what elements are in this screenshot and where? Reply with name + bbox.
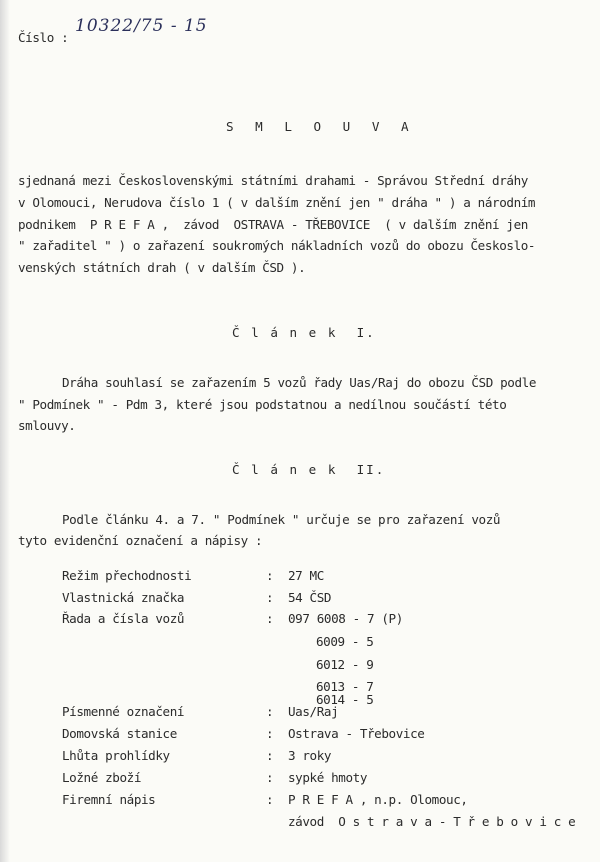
intro-line: v Olomouci, Nerudova číslo 1 ( v dalším znění jen " dráha " ) a národním xyxy=(18,195,536,210)
wagon-number: 6013 - 7 xyxy=(316,679,374,694)
spec-value: sypké hmoty xyxy=(288,770,368,785)
article-1-line: Dráha souhlasí se zařazením 5 vozů řady Uas/Raj do obozu ČSD podle xyxy=(62,375,537,390)
article-2-line: Podle článku 4. a 7. " Podmínek " určuje se pro zařazení vozů xyxy=(62,512,501,527)
intro-line: podnikem P R E F A , závod OSTRAVA - TŘEBOVICE ( v dalším znění jen xyxy=(18,217,528,232)
spec-colon: : xyxy=(266,704,274,719)
spec-label: Domovská stanice xyxy=(62,726,177,741)
spec-colon: : xyxy=(266,611,274,626)
spec-value: Ostrava - Třebovice xyxy=(288,726,425,741)
spec-value: Uas/Raj xyxy=(288,704,339,719)
spec-colon: : xyxy=(266,770,274,785)
spec-value: 097 6008 - 7 (P) xyxy=(288,611,403,626)
number-label: Číslo : xyxy=(18,30,69,45)
handwritten-number: 10322/75 - 15 xyxy=(75,16,208,36)
scan-edge-shadow xyxy=(0,0,10,862)
wagon-number: 6014 - 5 xyxy=(316,692,374,707)
spec-colon: : xyxy=(266,590,274,605)
spec-value: 3 roky xyxy=(288,748,332,763)
spec-value: 54 ČSD xyxy=(288,590,332,605)
spec-label: Řada a čísla vozů xyxy=(62,611,185,626)
spec-colon: : xyxy=(266,568,274,583)
article-1-line: " Podmínek " - Pdm 3, které jsou podstatnou a nedílnou součástí této xyxy=(18,397,507,412)
intro-line: " zařaditel " ) o zařazení soukromých nákladních vozů do obozu Českoslo- xyxy=(18,238,536,253)
spec-value: P R E F A , n.p. Olomouc, xyxy=(288,792,468,807)
spec-colon: : xyxy=(266,726,274,741)
article-2-heading: Č l á n e k II. xyxy=(232,462,386,477)
intro-line: sjednaná mezi Československými státními drahami - Správou Střední dráhy xyxy=(18,173,528,188)
spec-label: Lhůta prohlídky xyxy=(62,748,170,763)
spec-colon: : xyxy=(266,792,274,807)
document-title: S M L O U V A xyxy=(226,119,416,134)
spec-label: Vlastnická značka xyxy=(62,590,185,605)
wagon-number: 6012 - 9 xyxy=(316,657,374,672)
article-1-line: smlouvy. xyxy=(18,418,76,433)
article-1-heading: Č l á n e k I. xyxy=(232,325,376,340)
spec-label: Režim přechodnosti xyxy=(62,568,192,583)
spec-label: Ložné zboží xyxy=(62,770,142,785)
spec-colon: : xyxy=(266,748,274,763)
spec-value: 27 MC xyxy=(288,568,324,583)
article-2-line: tyto evidenční označení a nápisy : xyxy=(18,533,263,548)
spec-label: Písmenné označení xyxy=(62,704,185,719)
wagon-number: 6009 - 5 xyxy=(316,634,374,649)
spec-value: závod O s t r a v a - T ř e b o v i c e xyxy=(288,814,576,829)
intro-line: venských státních drah ( v dalším ČSD ). xyxy=(18,260,306,275)
spec-label: Firemní nápis xyxy=(62,792,156,807)
